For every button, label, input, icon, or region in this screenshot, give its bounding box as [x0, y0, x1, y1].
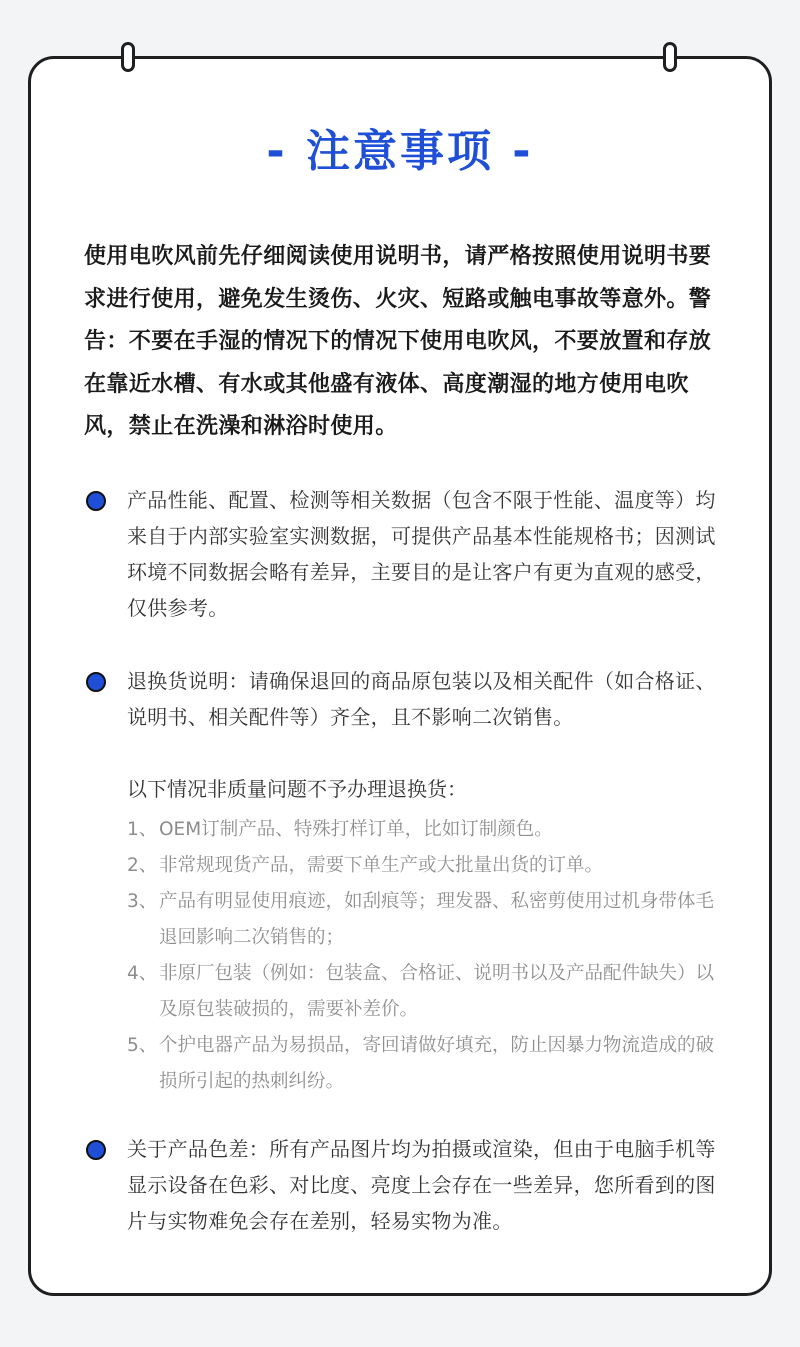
- list-item: [127, 812, 727, 848]
- list-item-text: 个护电器产品为易损品，寄回请做好填充，防止因暴力物流造成的破损所引起的热刺纠纷。: [159, 1035, 715, 1092]
- list-item-number: 3、: [127, 891, 158, 912]
- list-item-number: 2、: [127, 855, 158, 876]
- bullet-color-difference: 关于产品色差：所有产品图片均为拍摄或渲染，但由于电脑手机等显示设备在色彩、对比度、亮度上会存在一些差异，您所看到的图片与实物难免会存在差别，轻易实物为准。: [127, 1137, 716, 1233]
- list-item-text: 产品有明显使用痕迹，如刮痕等；理发器、私密剪使用过机身带体毛退回影响二次销售的；: [159, 891, 715, 948]
- list-item: [127, 884, 727, 956]
- list-item: [127, 1028, 727, 1100]
- binder-ring-left: [121, 42, 135, 72]
- list-item-number: 5、: [127, 1035, 158, 1056]
- list-item-text: 非常规现货产品，需要下单生产或大批量出货的订单。: [159, 855, 604, 876]
- list-item-text: 非原厂包装（例如：包装盒、合格证、说明书以及产品配件缺失）以及原包装破损的，需要补差价。: [159, 963, 715, 1020]
- list-item-number: 4、: [127, 963, 158, 984]
- list-item-text: OEM订制产品、特殊打样订单，比如订制颜色。: [159, 819, 553, 840]
- exclusions-list: [127, 812, 727, 1100]
- bullet-returns: 退换货说明：请确保退回的商品原包装以及相关配件（如合格证、说明书、相关配件等）齐全，且不影响二次销售。: [127, 669, 716, 729]
- list-item: [127, 848, 727, 884]
- list-item-number: 1、: [127, 819, 158, 840]
- list-item: [127, 956, 727, 1028]
- bullet-dot-icon: [86, 1140, 106, 1160]
- intro-paragraph: 使用电吹风前先仔细阅读使用说明书，请严格按照使用说明书要求进行使用，避免发生烫伤、火灾、短路或触电事故等意外。警告：不要在手湿的情况下的情况下使用电吹风，不要放置和存放在靠近水槽、有水或其他盛有液体、高度潮湿的地方使用电吹风，禁止在洗澡和淋浴时使用。: [84, 244, 712, 439]
- binder-ring-right: [663, 42, 677, 72]
- bullet-dot-icon: [86, 672, 106, 692]
- exclusions-heading: 以下情况非质量问题不予办理退换货：: [127, 777, 467, 801]
- page-title: - 注意事项 -: [266, 126, 534, 177]
- bullet-dot-icon: [86, 491, 106, 511]
- bullet-performance: 产品性能、配置、检测等相关数据（包含不限于性能、温度等）均来自于内部实验室实测数据，可提供产品基本性能规格书；因测试环境不同数据会略有差异，主要目的是让客户有更为直观的感受，仅供参考。: [127, 488, 716, 620]
